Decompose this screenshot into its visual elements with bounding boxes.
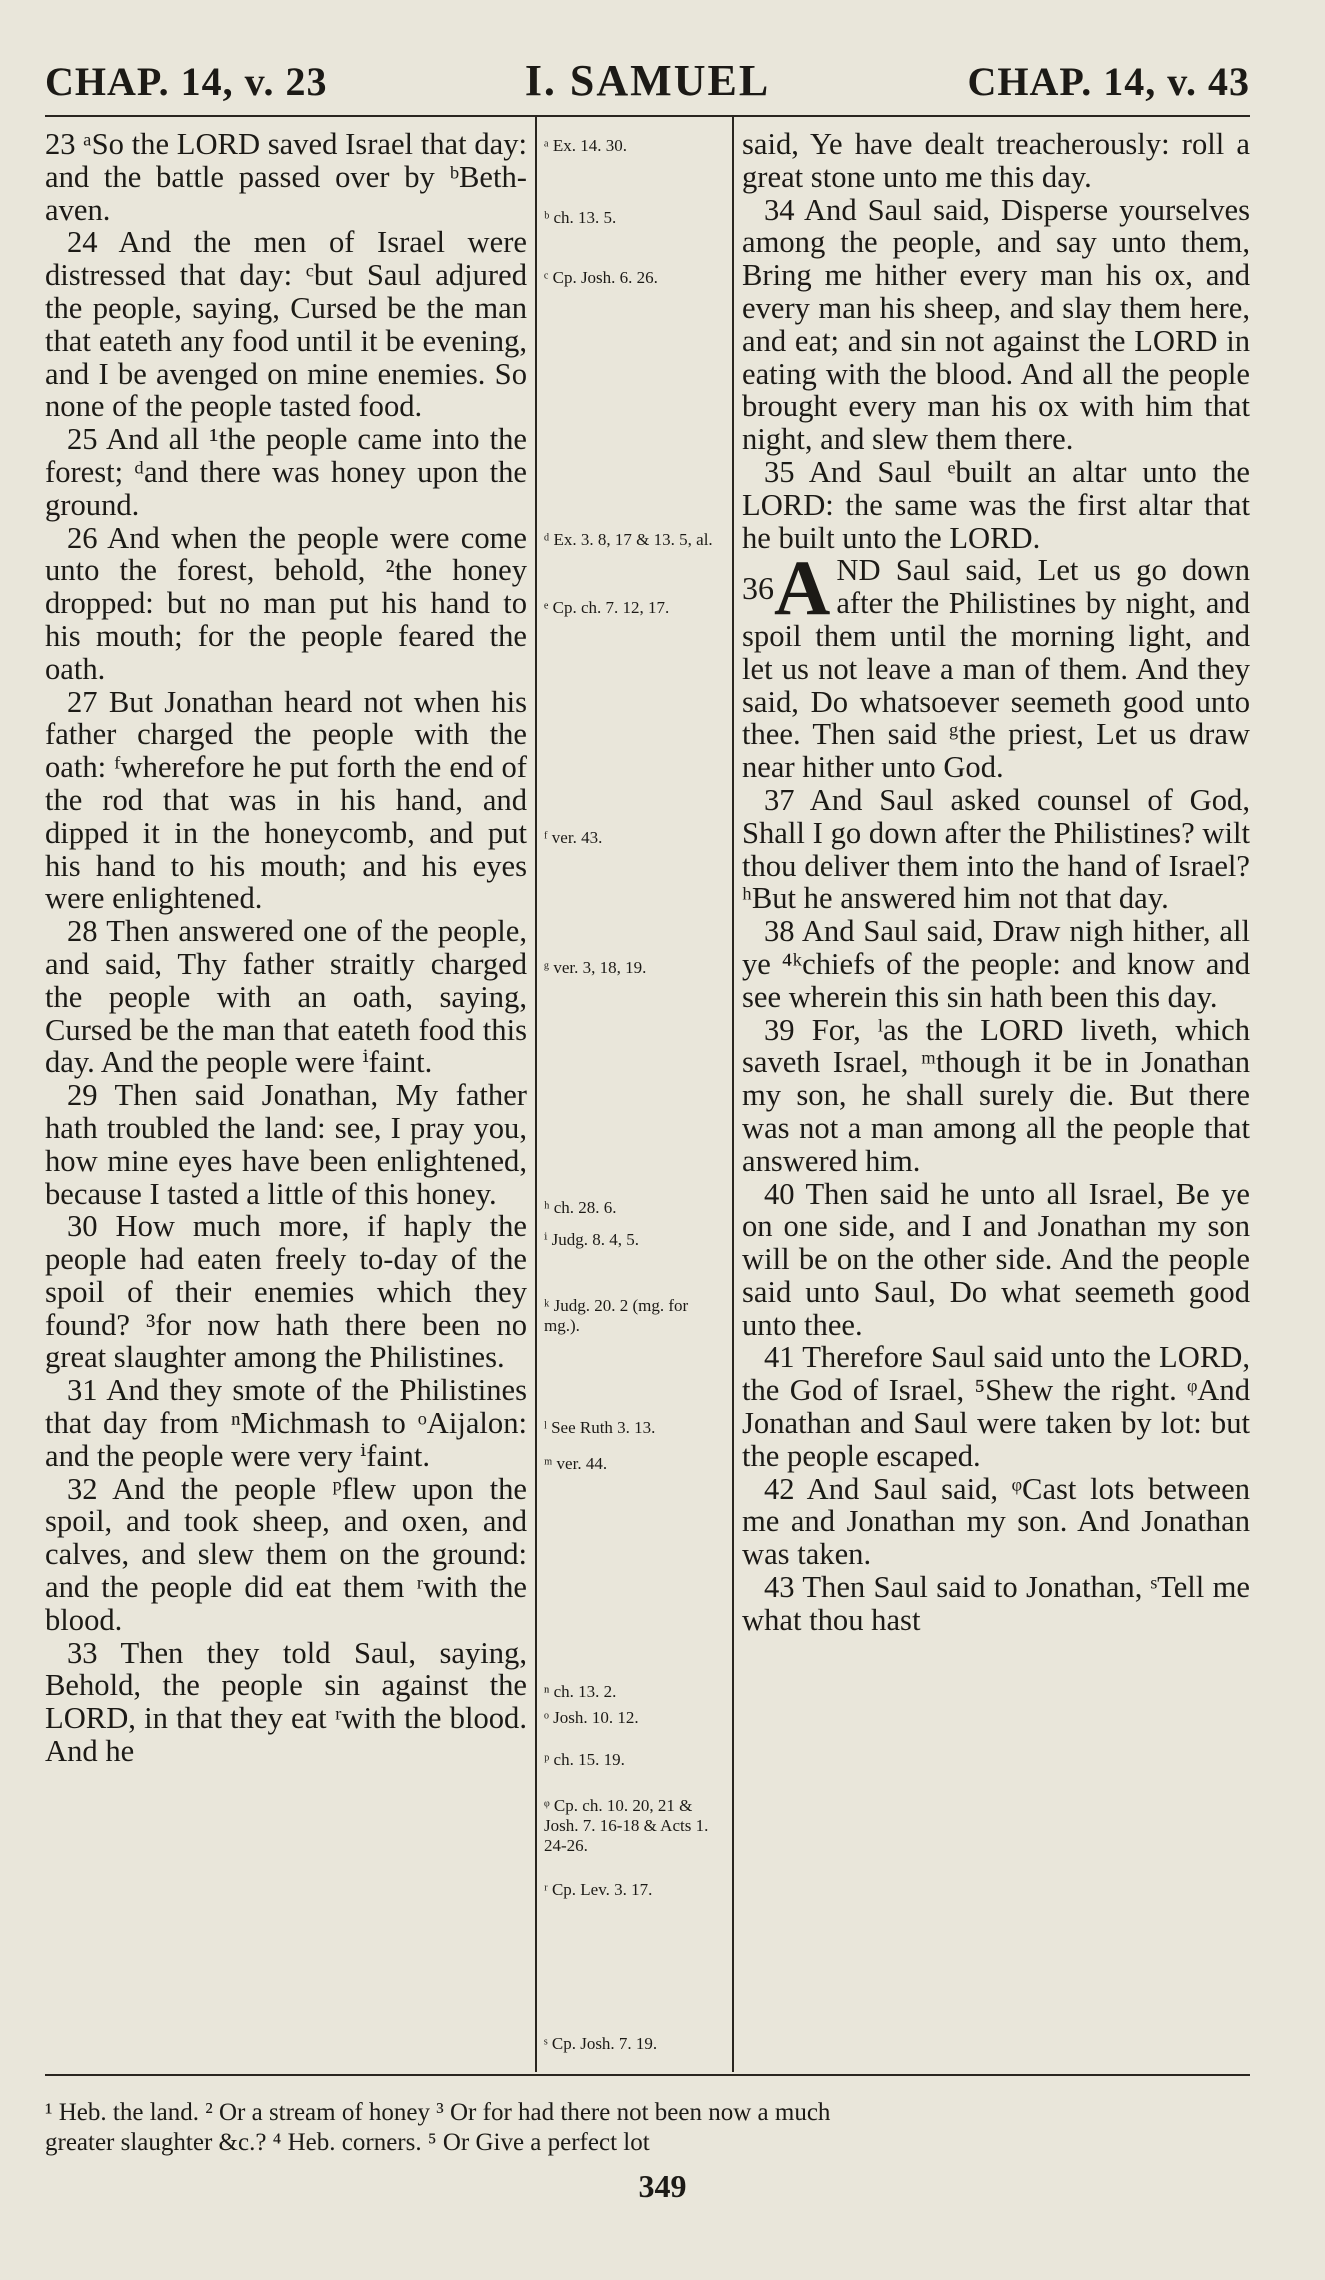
column-rule-left: [535, 117, 537, 2072]
verse-33: 33 Then they told Saul, saying, Behold, the people sin against the LORD, in that they eat ʳwith the blood. And he: [45, 1635, 527, 1769]
footnotes: [45, 2098, 1250, 2158]
margin-ref: ᶠ ver. 43.: [544, 828, 603, 847]
margin-references: [544, 128, 726, 2078]
margin-ref: ᵠ Cp. ch. 10. 20, 21 & Josh. 7. 16-18 & Acts 1. 24-26.: [544, 1796, 709, 1855]
column-rule-right: [732, 117, 734, 2072]
margin-ref: ᵒ Josh. 10. 12.: [544, 1708, 639, 1727]
right-text-column: [742, 128, 1250, 1637]
margin-ref: ᵍ ver. 3, 18, 19.: [544, 958, 647, 977]
footnote-rule: [45, 2074, 1250, 2076]
drop-cap-verse-number: 36: [742, 570, 774, 607]
margin-ref: ᵈ Ex. 3. 8, 17 & 13. 5, al.: [544, 530, 713, 549]
margin-ref: ᵐ ver. 44.: [544, 1454, 608, 1473]
margin-ref: ᶜ Cp. Josh. 6. 26.: [544, 268, 658, 287]
margin-ref: ʰ ch. 28. 6.: [544, 1198, 617, 1217]
verse-41: 41 Therefore Saul said unto the LORD, the God of Israel, ⁵Shew the right. ᵠAnd Jonathan and Saul were taken by lot: but the people escaped.: [742, 1340, 1250, 1473]
verse-36-text: ND Saul said, Let us go down after the Philistines by night, and spoil them until the morning light, and let us not leave a man of them. And they said, Do whatsoever seemeth good unto thee. Then said ᵍthe priest, Let us draw near hither unto God.: [742, 553, 1250, 785]
verse-34: 34 And Saul said, Disperse yourselves among the people, and say unto them, Bring me hither every man his ox, and every man his sheep, and slay them here, and eat; and sin not against the LORD in eating with the blood. And all the people brought every man his ox with him that night, and slew them there.: [742, 192, 1250, 457]
verse-35: 35 And Saul ᵉbuilt an altar unto the LORD: the same was the first altar that he built unto the LORD.: [742, 454, 1250, 555]
drop-cap-letter: A: [774, 544, 831, 632]
verse-26: 26 And when the people were come unto the forest, behold, ²the honey dropped: but no man put his hand to his mouth; for the people feared the oath.: [45, 520, 527, 686]
margin-ref: ⁿ ch. 13. 2.: [544, 1682, 617, 1701]
verse-43: 43 Then Saul said to Jonathan, ˢTell me what thou hast: [742, 1570, 1250, 1637]
margin-ref: ᵇ ch. 13. 5.: [544, 208, 617, 227]
header-right: CHAP. 14, v. 43: [967, 59, 1250, 104]
verse-38: 38 And Saul said, Draw nigh hither, all ye ⁴ᵏchiefs of the people: and know and see wherein this sin hath been this day.: [742, 914, 1250, 1014]
verse-40: 40 Then said he unto all Israel, Be ye on one side, and I and Jonathan my son will be on the other side. And the people said unto Saul, Do what seemeth good unto thee.: [742, 1176, 1250, 1342]
margin-ref: ˢ Cp. Josh. 7. 19.: [544, 2034, 658, 2053]
margin-ref: ᵏ Judg. 20. 2 (mg. for mg.).: [544, 1296, 689, 1335]
footnote-line-2: greater slaughter &c.? ⁴ Heb. corners. ⁵ Or Give a perfect lot: [45, 2129, 650, 2156]
margin-ref: ᵉ Cp. ch. 7. 12, 17.: [544, 598, 670, 617]
verse-31: 31 And they smote of the Philistines that day from ⁿMichmash to ᵒAijalon: and the people were very ⁱfaint.: [45, 1373, 527, 1473]
verse-28: 28 Then answered one of the people, and said, Thy father straitly charged the people with an oath, saying, Cursed be the man that eateth food this day. And the people were ⁱfaint.: [45, 914, 527, 1080]
footnote-line-1: ¹ Heb. the land. ² Or a stream of honey ³ Or for had there not been now a much: [45, 2099, 831, 2126]
page-number: 349: [638, 2168, 687, 2204]
verse-32: 32 And the people ᵖflew upon the spoil, and took sheep, and oxen, and calves, and slew them on the ground: and the people did eat them ʳwith the blood.: [45, 1471, 527, 1637]
left-text-column: [45, 128, 527, 1768]
verse-23: 23 ᵃSo the LORD saved Israel that day: and the battle passed over by ᵇBeth-aven.: [45, 127, 527, 227]
margin-ref: ⁱ Judg. 8. 4, 5.: [544, 1230, 640, 1249]
header-rule: [45, 115, 1250, 117]
header-left: CHAP. 14, v. 23: [45, 59, 328, 104]
margin-ref: ˡ See Ruth 3. 13.: [544, 1418, 656, 1437]
margin-ref: ʳ Cp. Lev. 3. 17.: [544, 1880, 653, 1899]
verse-29: 29 Then said Jonathan, My father hath troubled the land: see, I pray you, how mine eyes have been enlightened, because I tasted a little of this honey.: [45, 1078, 527, 1211]
verse-24: 24 And the men of Israel were distressed that day: ᶜbut Saul adjured the people, saying, Cursed be the man that eateth any food until it be evening, and I be avenged on mine enemies. So none of the people tasted food.: [45, 225, 527, 424]
verse-33-cont: said, Ye have dealt treacherously: roll a great stone unto me this day.: [742, 127, 1250, 194]
verse-37: 37 And Saul asked counsel of God, Shall I go down after the Philistines? wilt thou deliver them into the hand of Israel? ʰBut he answered him not that day.: [742, 782, 1250, 916]
header-book-title: I. SAMUEL: [524, 56, 771, 105]
drop-cap: [742, 544, 831, 632]
verse-27: 27 But Jonathan heard not when his father charged the people with the oath: ᶠwherefore he put forth the end of the rod that was in his hand, and dipped it in the honeycomb, and put his hand to his mouth; and his eyes were enlightened.: [45, 684, 527, 916]
running-header: [45, 55, 1250, 115]
verse-25: 25 And all ¹the people came into the forest; ᵈand there was honey upon the ground.: [45, 422, 527, 522]
verse-36: [742, 544, 1250, 785]
verse-30: 30 How much more, if haply the people had eaten freely to-day of the spoil of their enemies which they found? ³for now hath there been no great slaughter among the Philistines.: [45, 1209, 527, 1375]
verse-39: 39 For, ˡas the LORD liveth, which saveth Israel, ᵐthough it be in Jonathan my son, he shall surely die. But there was not a man among all the people that answered him.: [742, 1012, 1250, 1178]
margin-ref: ᵖ ch. 15. 19.: [544, 1750, 625, 1769]
verse-42: 42 And Saul said, ᵠCast lots between me and Jonathan my son. And Jonathan was taken.: [742, 1471, 1250, 1572]
margin-ref: ᵃ Ex. 14. 30.: [544, 136, 628, 155]
